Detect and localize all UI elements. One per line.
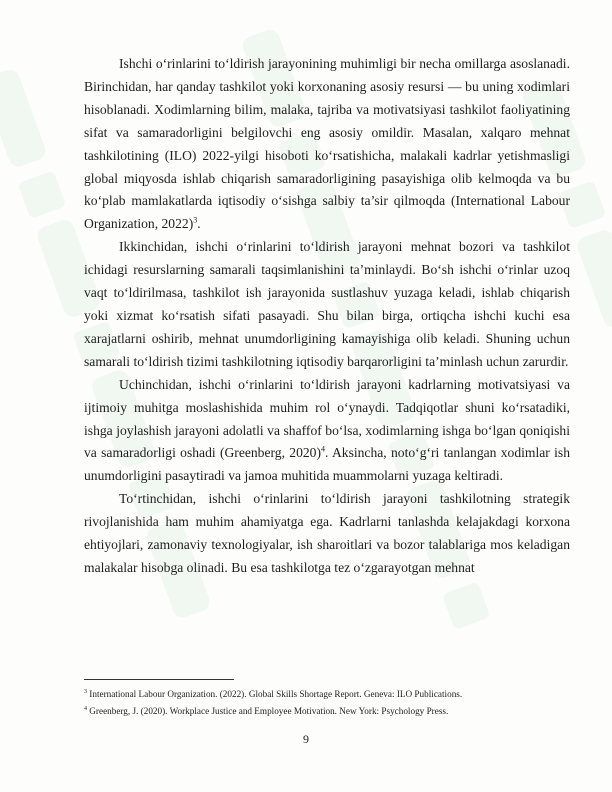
footnote bbox=[84, 686, 570, 703]
footnote-mark: 3 bbox=[84, 688, 87, 695]
footnote-mark: 4 bbox=[84, 705, 87, 712]
paragraph-tail: . bbox=[197, 216, 201, 232]
paragraph-text: To‘rtinchidan, ishchi o‘rinlarini to‘ldirish jarayoni tashkilotning strategik rivojlanishida ham muhim ahamiyatga ega. Kadrlarni tanlashda kelajakdagi korxona ehtiyojlari, zamonaviy texnologiyalar, ish sharoitlari va bozor talablariga mos keladigan malakalar hisobga olinadi. Bu esa tashkilotga tez o‘zgarayotgan mehnat bbox=[84, 491, 570, 575]
paragraph-tail: . Aksincha, noto‘g‘ri tanlangan xodimlar ish unumdorligini pasaytiradi va jamoa muhitida muammolarni yuzaga keltiradi. bbox=[84, 445, 570, 484]
footnote-text: International Labour Organization. (2022). Global Skills Shortage Report. Geneva: ILO Publications. bbox=[87, 689, 463, 699]
paragraph bbox=[84, 236, 570, 373]
footnote-ref: 3 bbox=[193, 215, 198, 225]
footnotes bbox=[84, 686, 570, 720]
paragraph bbox=[84, 488, 570, 580]
paragraph bbox=[84, 53, 570, 236]
paragraph bbox=[84, 374, 570, 489]
paragraph-text: Ishchi o‘rinlarini to‘ldirish jarayonining muhimligi bir necha omillarga asoslanadi. Birinchidan, har qanday tashkilot yoki korxonaning asosiy resursi — bu uning xodimlari hisoblanadi. Xodimlarning bilim, malaka, tajriba va motivatsiyasi tashkilot faoliyatining sifat va samaradorligini belgilovchi eng asosiy omildir. Masalan, xalqaro mehnat tashkilotining (ILO) 2022-yilgi hisoboti ko‘rsatishicha, malakali kadrlar yetishmasligi global miqyosda ishlab chiqarish samaradorligining pasayishiga olib kelmoqda va bu ko‘plab mamlakatlarda iqtisodiy o‘sishga salbiy ta’sir qilmoqda (International Labour Organization, 2022) bbox=[84, 56, 570, 232]
footnote-text: Greenberg, J. (2020). Workplace Justice and Employee Motivation. New York: Psychology Press. bbox=[87, 706, 449, 716]
paragraph-text: Uchinchidan, ishchi o‘rinlarini to‘ldirish jarayoni kadrlarning motivatsiyasi va ijtimoiy muhitga moslashishida muhim rol o‘ynaydi. Tadqiqotlar shuni ko‘rsatadiki, ishga joylashish jarayoni adolatli va shaffof bo‘lsa, xodimlarning ishga bo‘lgan qoniqishi va samaradorligi oshadi (Greenberg, 2020) bbox=[84, 376, 570, 461]
footnote-ref: 4 bbox=[321, 444, 326, 454]
page-number: 9 bbox=[303, 732, 309, 746]
footnote bbox=[84, 703, 570, 720]
paragraph-text: Ikkinchidan, ishchi o‘rinlarini to‘ldirish jarayoni mehnat bozori va tashkilot ichidagi resurslarning samarali taqsimlanishini ta’minlaydi. Bo‘sh ishchi o‘rinlar uzoq vaqt to‘ldirilmasa, tashkilot ish jarayonida sustlashuv yuzaga keladi, ishlab chiqarish yoki xizmat ko‘rsatish sifati pasayadi. Shu bilan birga, ortiqcha ishchi kuchi esa xarajatlarni oshirib, mehnat unumdorligining kamayishiga olib keladi. Shuning uchun samarali to‘ldirish tizimi tashkilotning iqtisodiy barqarorligini ta’minlash uchun zarurdir. bbox=[84, 239, 570, 369]
footnote-separator bbox=[84, 679, 234, 680]
body-text bbox=[84, 53, 570, 580]
